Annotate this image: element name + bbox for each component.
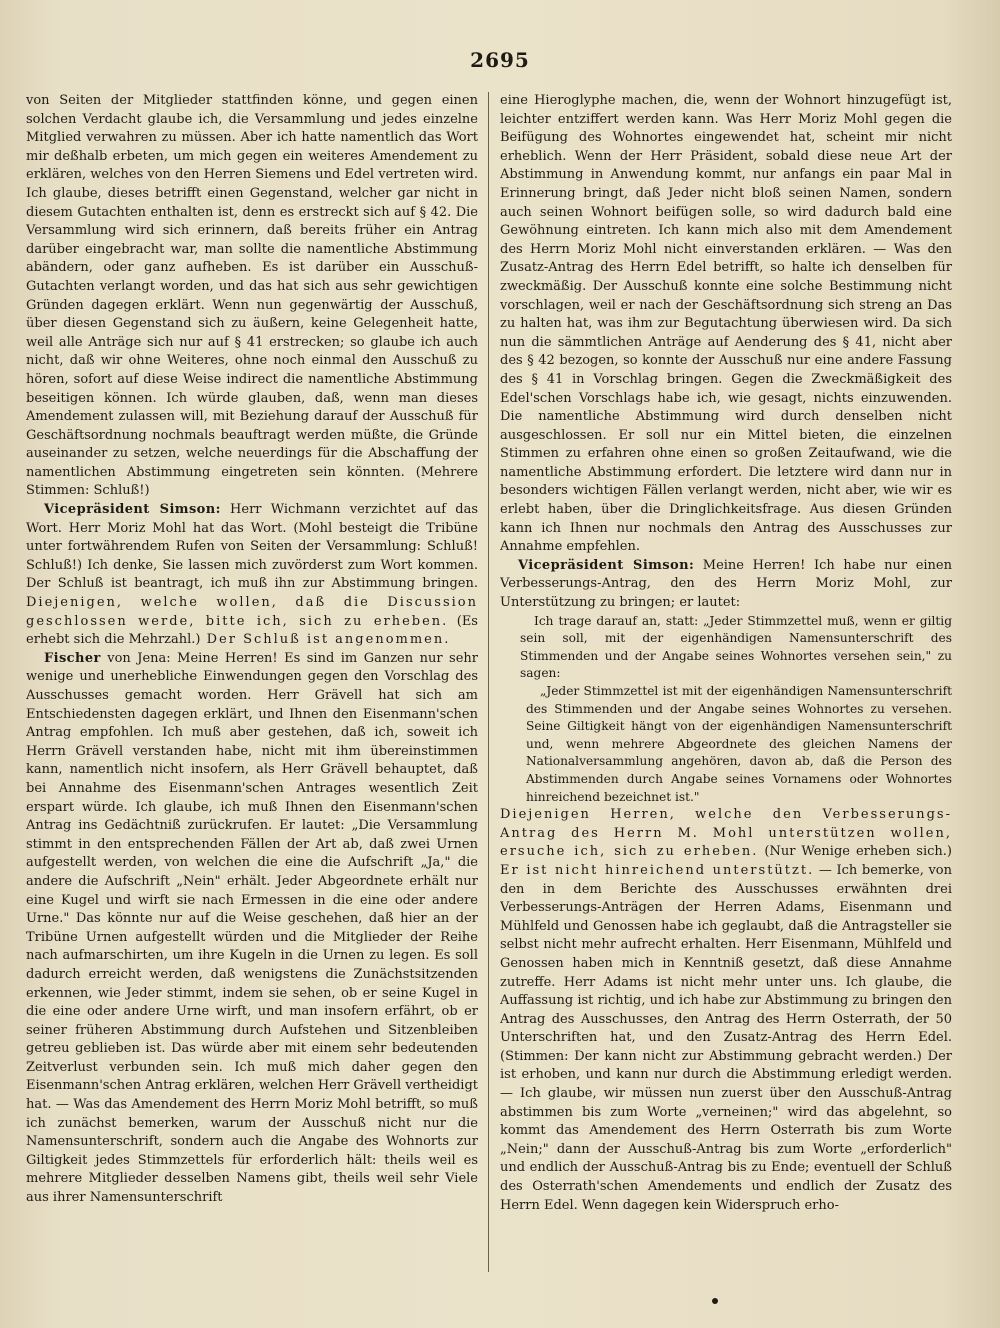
column-divider <box>488 92 489 1272</box>
right-paragraph-4: — Ich bemerke, von den in dem Berichte des Ausschusses erwähnten drei Verbesserungs-Anträgen der Herren Adams, Eisenmann und Mühlfeld und Genossen habe ich geglaubt, daß die Antragsteller sie selbst nicht mehr aufrecht erhalten. Herr Eisenmann, Mühlfeld und Genossen haben mich in Kenntniß gesetzt, daß diese Annahme zutreffe. Herr Adams ist nicht mehr unter uns. Ich glaube, die Auffassung ist richtig, und ich habe zur Abstimmung zu bringen den Antrag des Ausschusses, den Antrag des Herrn Osterrath, der 50 Unterschriften hat, und den Zusatz-Antrag des Herrn Edel. (Stimmen: Der kann nicht zur Abstimmung gebracht werden.) Der ist erhoben, und kann nur durch die Abstimmung erledigt werden. — Ich glaube, wir müssen nun zuerst über den Ausschuß-Antrag abstimmen bis zum Worte „verneinen;" wird das abgelehnt, so kommt das Amendement des Herrn Osterrath bis zum Worte „Nein;" dann der Ausschuß-Antrag bis zum Worte „erforderlich" und endlich der Ausschuß-Antrag bis zu Ende; eventuell der Schluß des Osterrath'schen Amendements und endlich der Zusatz des Herrn Edel. Wenn dagegen kein Widerspruch erho- <box>500 862 952 1213</box>
left-paragraph-2-result: Der Schluß ist angenommen. <box>200 632 451 648</box>
amendment-quote: Ich trage darauf an, statt: „Jeder Stimmzettel muß, wenn er giltig sein soll, mit der eigenhändigen Namensunterschrift des Stimmenden und der Angabe seines Wohnortes versehen sein," zu sagen: <box>520 613 952 681</box>
left-paragraph-2-text: Herr Wichmann verzichtet auf das Wort. Herr Moriz Mohl hat das Wort. (Mohl besteigt die Tribüne unter fortwährendem Rufen von Seiten der Versammlung: Schluß! Schluß!) Ich denke, Sie lassen mich zuvörderst zum Wort kommen. Der Schluß ist beantragt, ich muß ihn zur Abstimmung bringen. <box>26 502 478 592</box>
right-paragraph-2 <box>500 557 952 613</box>
right-paragraph-3-spaced: Diejenigen Herren, welche den Verbesserungs-Antrag des Herrn M. Mohl unterstützen wollen, ersuche ich, sich zu erheben. <box>500 807 952 860</box>
right-paragraph-3-result: Er ist nicht hinreichend unterstützt. <box>500 862 815 878</box>
speaker-fischer: Fischer <box>44 650 101 666</box>
right-paragraph-1: eine Hieroglyphe machen, die, wenn der Wohnort hinzugefügt ist, leichter entziffert werden kann. Was Herr Moriz Mohl gegen die Beifügung des Wohnortes eingewendet hat, scheint mir nicht erheblich. Wenn der Herr Präsident, sobald diese neue Art der Abstimmung in Anwendung kommt, nur anfangs ein paar Mal in Erinnerung bringt, daß Jeder nicht bloß seinen Namen, sondern auch seinen Wohnort beifügen solle, so wird dadurch bald eine Gewöhnung eintreten. Ich kann mich also mit dem Amendement des Herrn Moriz Mohl nicht einverstanden erklären. — Was den Zusatz-Antrag des Herrn Edel betrifft, so halte ich denselben für zweckmäßig. Der Ausschuß konnte eine solche Bestimmung nicht vorschlagen, weil er nach der Geschäftsordnung sich streng an Das zu halten hat, was ihm zur Begutachtung überwiesen wird. Da sich nun die sämmtlichen Anträge auf Aenderung des § 41, nicht aber des § 42 bezogen, so konnte der Ausschuß nur eine andere Fassung des § 41 in Vorschlag bringen. Gegen die Zweckmäßigkeit des Edel'schen Vorschlags habe ich, wie gesagt, nichts einzuwenden. Die namentliche Abstimmung wird durch denselben nicht ausgeschlossen. Er soll nur ein Mittel bieten, die einzelnen Stimmen zu erfahren ohne einen so großen Zeitaufwand, wie die namentliche Abstimmung erfordert. Die letztere wird dann nur in besonders wichtigen Fällen verlangt werden, nicht aber, wie wir es erlebt haben, über die Dringlichkeitsfrage. Aus diesen Gründen kann ich Ihnen nur nochmals den Antrag des Ausschusses zur Annahme empfehlen. <box>500 93 952 555</box>
speaker-simson: Vicepräsident Simson: <box>44 502 221 518</box>
right-paragraph-3 <box>500 806 952 1215</box>
right-column <box>500 92 952 1272</box>
left-paragraph-2-tail: (Es erhebt sich die Mehrzahl.) <box>26 613 478 648</box>
left-paragraph-3 <box>26 650 478 1208</box>
speaker-simson: Vicepräsident Simson: <box>518 557 695 573</box>
left-paragraph-1: von Seiten der Mitglieder stattfinden könne, und gegen einen solchen Verdacht glaube ich, die Versammlung und jedes einzelne Mitglied verwahren zu müssen. Aber ich hatte namentlich das Wort mir deßhalb erbeten, um mich gegen ein weiteres Amendement zu erklären, welches von den Herren Siemens und Edel vertreten wird. Ich glaube, dieses betrifft einen Gegenstand, welcher gar nicht in diesem Gutachten enthalten ist, denn es erstreckt sich auf § 42. Die Versammlung wird sich erinnern, daß bereits früher ein Antrag darüber eingebracht war, man sollte die namentliche Abstimmung abändern, oder ganz aufheben. Es ist darüber ein Ausschuß-Gutachten verlangt worden, und das hat sich aus sehr gewichtigen Gründen dagegen erklärt. Wenn nun gegenwärtig der Ausschuß, über diesen Gegenstand sich zu äußern, keine Gelegenheit hatte, weil alle Anträge sich nur auf § 41 erstrecken; so glaube ich auch nicht, daß wir ohne Weiteres, ohne noch einmal den Ausschuß zu hören, sofort auf diese Weise indirect die namentliche Abstimmung beseitigen können. Ich würde glauben, daß, wenn man dieses Amendement zulassen will, mit Beziehung darauf der Ausschuß für Geschäftsordnung nochmals beauftragt werden müßte, die Gründe auseinander zu setzen, welche neuerdings für die Abschaffung der namentlichen Abstimmung eingetreten sein könnten. (Mehrere Stimmen: Schluß!) <box>26 93 478 499</box>
left-paragraph-2 <box>26 501 478 650</box>
amendment-proposed-text: „Jeder Stimmzettel ist mit der eigenhändigen Namensunterschrift des Stimmenden und der Angabe seines Wohnortes zu versehen. Seine Giltigkeit hängt von der eigenhändigen Namensunterschrift und, wenn mehrere Abgeordnete des gleichen Namens der Nationalversammlung angehören, davon ab, daß die Person des Abstimmenden durch Angabe seines Vornamens oder Wohnortes hinreichend bezeichnet ist." <box>526 684 952 804</box>
left-column <box>26 92 478 1272</box>
right-paragraph-2-text: Meine Herren! Ich habe nur einen Verbesserungs-Antrag, den des Herrn Moriz Mohl, zur Unterstützung zu bringen; er lautet: <box>500 557 952 611</box>
ink-dot <box>712 1298 718 1304</box>
right-paragraph-3-tail: (Nur Wenige erheben sich.) <box>758 844 952 860</box>
left-paragraph-2-spaced: Diejenigen, welche wollen, daß die Discussion geschlossen werde, bitte ich, sich zu erheben. <box>26 595 478 629</box>
page-number: 2695 <box>470 48 530 72</box>
left-paragraph-3-text: von Jena: Meine Herren! Es sind im Ganzen nur sehr wenige und unerhebliche Einwendungen gegen den Vorschlag des Ausschusses gemacht worden. Herr Grävell hat sich am Entschiedensten dagegen erklärt, und Ihnen den Eisenmann'schen Antrag empfohlen. Ich muß aber gestehen, daß ich, soweit ich Herrn Grävell verstanden habe, nicht mit ihm übereinstimmen kann, namentlich nicht insofern, als Herr Grävell behauptet, daß bei Annahme des Eisenmann'schen Antrages wesentlich Zeit erspart würde. Ich glaube, ich muß Ihnen den Eisenmann'schen Antrag ins Gedächtniß zurückrufen. Er lautet: „Die Versammlung stimmt in den entsprechenden Fällen der Art ab, daß zwei Urnen aufgestellt werden, von welchen die eine die Aufschrift „Ja," die andere die Aufschrift „Nein" erhält. Jeder Abgeordnete erhält nur eine Kugel und wirft sie nach Ermessen in die eine oder andere Urne." Das könnte nur auf die Weise geschehen, daß hier an der Tribüne Urnen aufgestellt würden und die Mitglieder der Reihe nach aufmarschirten, um ihre Kugeln in die Urnen zu legen. Es soll dadurch erreicht werden, daß wenigstens die Zunächstsitzenden erkennen, wie Jeder stimmt, indem sie sehen, ob er seine Kugel in die eine oder andere Urne wirft, und man insofern erfährt, ob er seiner früheren Abstimmung durch Aufstehen und Sitzenbleiben getreu geblieben ist. Das würde aber mit einem sehr bedeutenden Zeitverlust verbunden sein. Ich muß mich daher gegen den Eisenmann'schen Antrag erklären, welchen Herr Grävell vertheidigt hat. — Was das Amendement des Herrn Moriz Mohl betrifft, so muß ich zunächst bemerken, warum der Ausschuß nicht nur die Namensunterschrift, sondern auch die Angabe des Wohnorts zur Giltigkeit jedes Stimmzettels für erforderlich hält: theils weil es mehrere Mitglieder desselben Namens gibt, theils weil sehr Viele aus ihrer Namensunterschrift <box>26 650 478 1206</box>
